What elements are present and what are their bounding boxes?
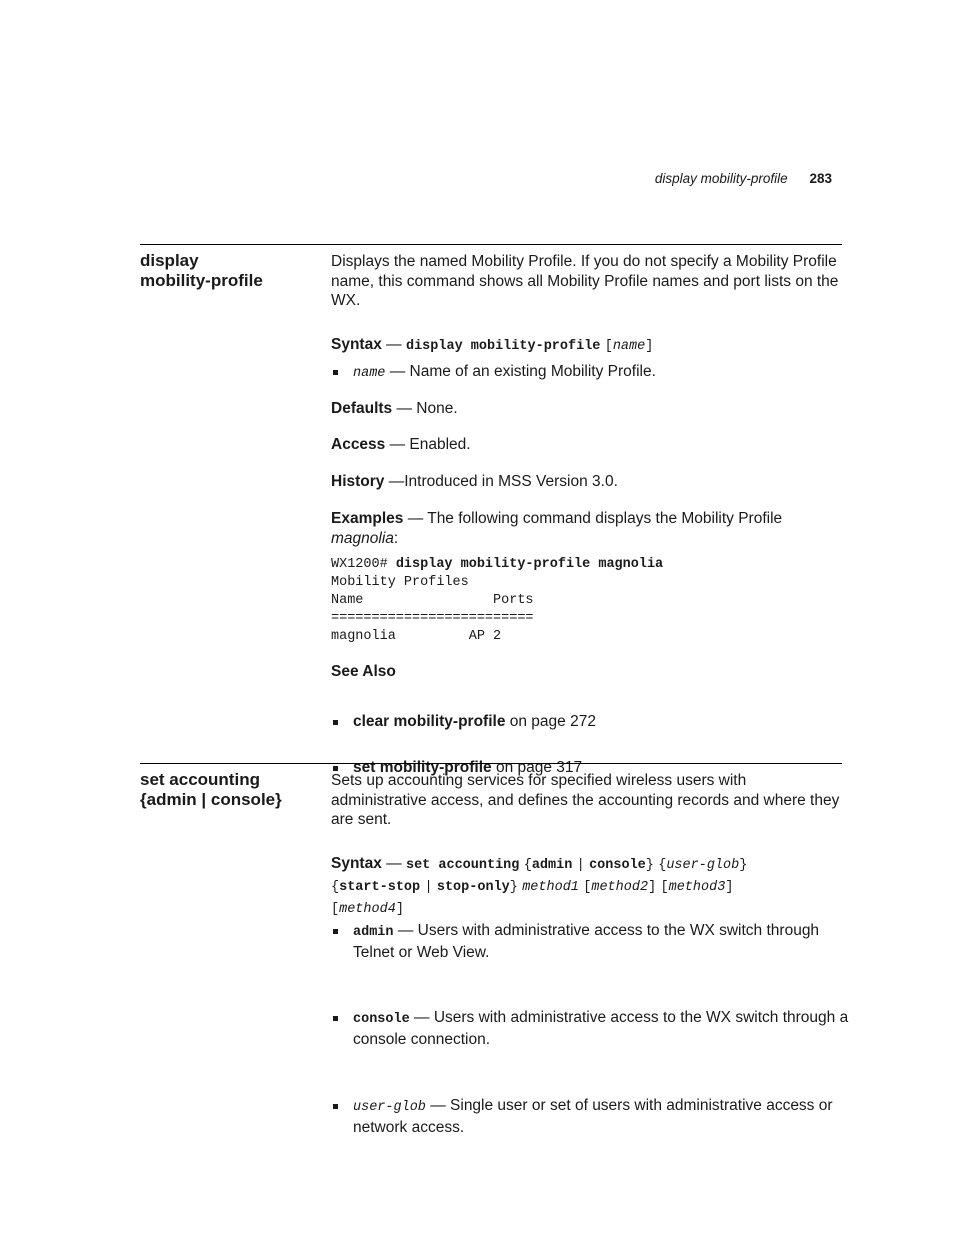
- page-number: 283: [809, 171, 832, 186]
- access-line: Access — Enabled.: [331, 436, 471, 453]
- code-output-line: Name Ports: [331, 593, 534, 608]
- section-body: [331, 252, 842, 776]
- section-display-mobility-profile: [140, 244, 842, 776]
- section-title: display mobility-profile: [140, 251, 263, 290]
- examples-line: Examples — The following command displays the Mobility Profile magnolia:: [331, 510, 783, 547]
- code-output-line: magnolia AP 2: [331, 629, 502, 644]
- syntax-line: Syntax — set accounting {admin | console} {user-glob} {start-stop | stop-only} method1 [method2] [method3] [method4]: [331, 855, 748, 917]
- code-output-line: Mobility Profiles: [331, 575, 469, 590]
- description: Sets up accounting services for specified wireless users with administrative access, and defines the accounting records and where they are sent.: [331, 772, 840, 828]
- param-item: admin — Users with administrative access to the WX switch through Telnet or Web View.: [331, 921, 864, 962]
- section-body: [331, 771, 849, 1136]
- see-also-link[interactable]: clear mobility-profile: [353, 712, 506, 730]
- syntax-line: Syntax — display mobility-profile [name]: [331, 336, 654, 354]
- description: Displays the named Mobility Profile. If you do not specify a Mobility Profile name, this command shows all Mobility Profile names and port lists on the WX.: [331, 253, 839, 309]
- param-item: name — Name of an existing Mobility Profile.: [331, 362, 864, 384]
- param-item: user-glob — Single user or set of users with administrative access or network access.: [331, 1096, 864, 1137]
- section-title: set accounting {admin | console}: [140, 770, 282, 809]
- section-set-accounting: [140, 763, 849, 1136]
- see-also-item[interactable]: set mobility-profile on page 317: [331, 758, 864, 778]
- code-command-line: WX1200# display mobility-profile magnolia: [331, 557, 664, 572]
- history-line: History —Introduced in MSS Version 3.0.: [331, 473, 618, 490]
- code-example: [331, 556, 842, 646]
- running-head: [655, 171, 832, 186]
- defaults-line: Defaults — None.: [331, 400, 458, 417]
- see-also-link[interactable]: set mobility-profile: [353, 759, 492, 776]
- running-head-title: display mobility-profile: [654, 171, 788, 186]
- see-also-heading: See Also: [331, 663, 396, 680]
- code-output-line: =========================: [331, 611, 534, 626]
- param-item: console — Users with administrative access to the WX switch through a console connection.: [331, 1008, 864, 1049]
- see-also-item[interactable]: clear mobility-profile on page 272: [331, 712, 864, 732]
